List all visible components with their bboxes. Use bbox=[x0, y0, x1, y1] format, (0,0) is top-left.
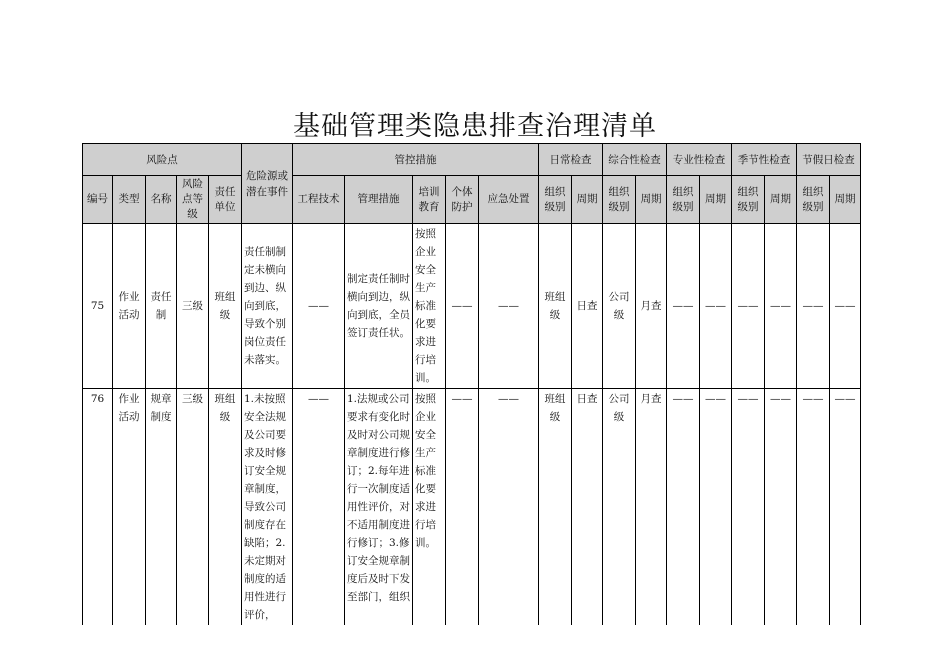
cell-management: 1.法规或公司要求有变化时及时对公司规章制度进行修订；2.每年进行一次制度适用性评价，对不适用制度进行修订；3.修订安全规章制度后及时下发至部门，组织 bbox=[345, 389, 413, 626]
col-name: 名称 bbox=[146, 176, 177, 224]
col-season-level: 组织级别 bbox=[732, 176, 765, 224]
col-comp-level: 组织级别 bbox=[603, 176, 636, 224]
cell-season-level: —— bbox=[732, 224, 765, 389]
col-training: 培训教育 bbox=[413, 176, 446, 224]
cell-risk-level: 三级 bbox=[177, 389, 209, 626]
col-prof-level: 组织级别 bbox=[667, 176, 700, 224]
cell-training: 按照企业安全生产标准化要求进行培训。 bbox=[413, 224, 446, 389]
cell-ppe: —— bbox=[446, 224, 479, 389]
col-responsible-unit: 责任单位 bbox=[209, 176, 242, 224]
cell-hazard: 1.未按照安全法规及公司要求及时修订安全规章制度，导致公司制度存在缺陷；2.未定期对制度的适用性进行评价， bbox=[242, 389, 293, 626]
header-row-columns bbox=[83, 176, 861, 224]
cell-hazard: 责任制制定未横向到边、纵向到底，导致个别岗位责任未落实。 bbox=[242, 224, 293, 389]
cell-daily-level: 班组级 bbox=[539, 224, 572, 389]
col-type: 类型 bbox=[113, 176, 146, 224]
header-seasonal-check: 季节性检查 bbox=[732, 144, 797, 176]
cell-engineering: —— bbox=[293, 224, 345, 389]
col-engineering: 工程技术 bbox=[293, 176, 345, 224]
cell-comp-cycle: 月查 bbox=[636, 224, 667, 389]
col-ppe: 个体防护 bbox=[446, 176, 479, 224]
table-row bbox=[83, 224, 861, 389]
cell-season-cycle: —— bbox=[765, 389, 797, 626]
col-season-cycle: 周期 bbox=[765, 176, 797, 224]
col-emergency: 应急处置 bbox=[479, 176, 539, 224]
col-comp-cycle: 周期 bbox=[636, 176, 667, 224]
cell-name: 责任制 bbox=[146, 224, 177, 389]
cell-holiday-level: —— bbox=[797, 389, 830, 626]
cell-holiday-cycle: —— bbox=[830, 224, 861, 389]
col-holiday-cycle: 周期 bbox=[830, 176, 861, 224]
header-risk-point: 风险点 bbox=[83, 144, 242, 176]
col-risk-level: 风险点等级 bbox=[177, 176, 209, 224]
col-holiday-level: 组织级别 bbox=[797, 176, 830, 224]
cell-responsible-unit: 班组级 bbox=[209, 389, 242, 626]
col-daily-level: 组织级别 bbox=[539, 176, 572, 224]
header-comprehensive-check: 综合性检查 bbox=[603, 144, 667, 176]
cell-ppe: —— bbox=[446, 389, 479, 626]
cell-management: 制定责任制时横向到边，纵向到底，全员签订责任状。 bbox=[345, 224, 413, 389]
col-prof-cycle: 周期 bbox=[700, 176, 732, 224]
cell-daily-level: 班组级 bbox=[539, 389, 572, 626]
cell-engineering: —— bbox=[293, 389, 345, 626]
cell-holiday-cycle: —— bbox=[830, 389, 861, 626]
cell-comp-cycle: 月查 bbox=[636, 389, 667, 626]
cell-prof-level: —— bbox=[667, 224, 700, 389]
table-row bbox=[83, 389, 861, 626]
header-daily-check: 日常检查 bbox=[539, 144, 603, 176]
header-holiday-check: 节假日检查 bbox=[797, 144, 861, 176]
cell-season-cycle: —— bbox=[765, 224, 797, 389]
cell-no: 76 bbox=[83, 389, 113, 626]
cell-responsible-unit: 班组级 bbox=[209, 224, 242, 389]
page-title: 基础管理类隐患排查治理清单 bbox=[293, 111, 657, 142]
col-no: 编号 bbox=[83, 176, 113, 224]
cell-type: 作业活动 bbox=[113, 389, 146, 626]
cell-season-level: —— bbox=[732, 389, 765, 626]
cell-no: 75 bbox=[83, 224, 113, 389]
cell-name: 规章制度 bbox=[146, 389, 177, 626]
cell-comp-level: 公司级 bbox=[603, 389, 636, 626]
cell-holiday-level: —— bbox=[797, 224, 830, 389]
header-row-groups bbox=[83, 144, 861, 176]
cell-daily-cycle: 日查 bbox=[572, 389, 603, 626]
header-control-measures: 管控措施 bbox=[293, 144, 539, 176]
header-hazard-event: 危险源或潜在事件 bbox=[242, 144, 293, 224]
header-professional-check: 专业性检查 bbox=[667, 144, 732, 176]
cell-emergency: —— bbox=[479, 224, 539, 389]
cell-risk-level: 三级 bbox=[177, 224, 209, 389]
col-management: 管理措施 bbox=[345, 176, 413, 224]
cell-prof-level: —— bbox=[667, 389, 700, 626]
cell-prof-cycle: —— bbox=[700, 389, 732, 626]
cell-comp-level: 公司级 bbox=[603, 224, 636, 389]
cell-type: 作业活动 bbox=[113, 224, 146, 389]
cell-emergency: —— bbox=[479, 389, 539, 626]
hazard-checklist-table bbox=[82, 143, 861, 625]
cell-daily-cycle: 日查 bbox=[572, 224, 603, 389]
cell-training: 按照企业安全生产标准化要求进行培训。 bbox=[413, 389, 446, 626]
col-daily-cycle: 周期 bbox=[572, 176, 603, 224]
cell-prof-cycle: —— bbox=[700, 224, 732, 389]
